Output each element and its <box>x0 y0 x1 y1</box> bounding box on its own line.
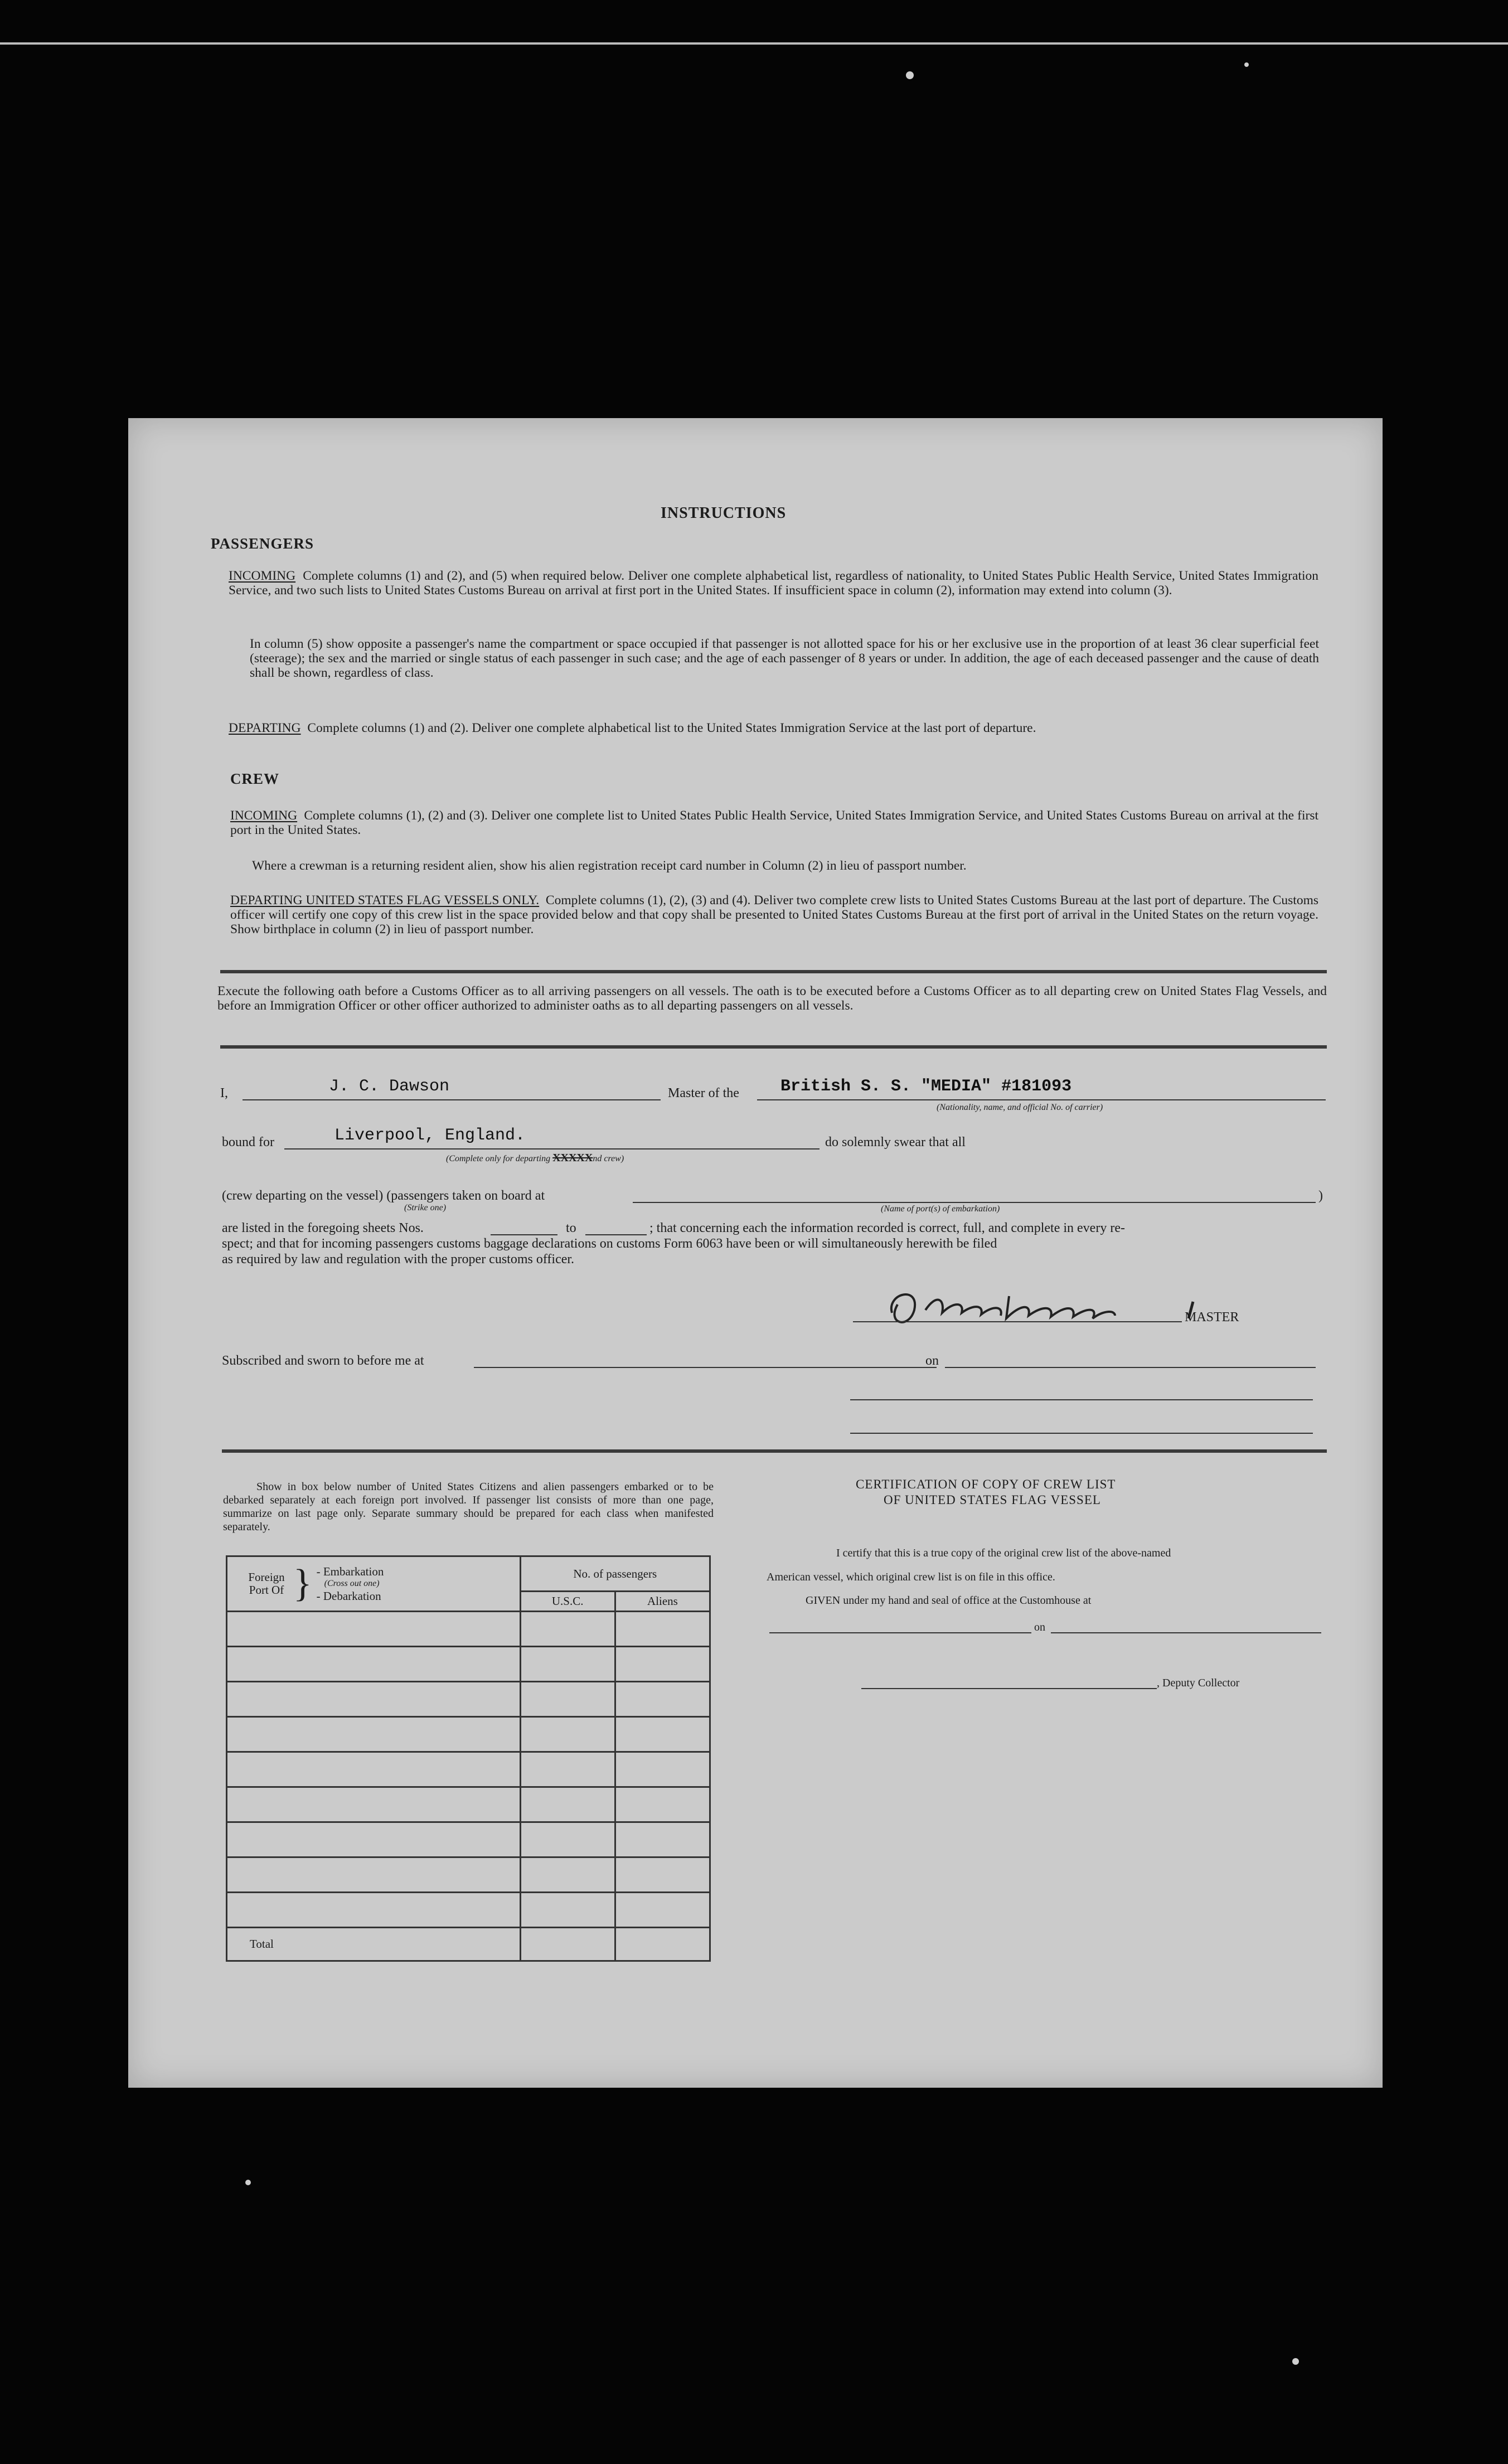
total-row <box>227 1928 710 1961</box>
table-row <box>227 1822 710 1857</box>
customhouse-line <box>769 1632 1031 1633</box>
strike-caption: (Strike one) <box>404 1203 447 1212</box>
master-of-label: Master of the <box>668 1086 739 1100</box>
certification-text-1: I certify that this is a true copy of the original crew list of the above-named <box>836 1547 1171 1559</box>
table-row <box>227 1893 710 1928</box>
subscribed-place-line <box>474 1367 937 1368</box>
debarkation-label: - Debarkation <box>316 1589 381 1603</box>
passenger-summary-table <box>226 1555 711 1962</box>
table-row <box>227 1787 710 1822</box>
table-row <box>227 1857 710 1893</box>
embarkation-caption: (Name of port(s) of embarkation) <box>881 1204 1000 1214</box>
master-name: J. C. Dawson <box>329 1077 450 1096</box>
foreign-port-label: Foreign Port Of <box>248 1570 285 1597</box>
master-name-line <box>243 1099 661 1100</box>
master-label: MASTER <box>1185 1310 1239 1325</box>
swear-label: do solemnly swear that all <box>825 1135 966 1149</box>
flag-vessels-paragraph <box>230 893 1318 937</box>
subscribed-date-line <box>945 1367 1316 1368</box>
master-signature-line <box>853 1321 1182 1322</box>
vessel-caption: (Nationality, name, and official No. of carrier) <box>937 1103 1103 1112</box>
embarkation-label: - Embarkation <box>316 1565 384 1578</box>
certification-on-label: on <box>1034 1621 1045 1633</box>
table-row <box>227 1612 710 1647</box>
table-row <box>227 1682 710 1717</box>
oath-instruction-paragraph: Execute the following oath before a Customs Officer as to all arriving passengers on all vessels. The oath is to be executed before a Customs Officer as to all departing crew on United States Flag Vessels, and before an Immigration Officer or other officer authorized to administer oaths as to all departing passengers on all vessels. <box>217 984 1327 1013</box>
table-row <box>227 1717 710 1752</box>
subscribed-label: Subscribed and sworn to before me at <box>222 1354 424 1368</box>
departing-label: DEPARTING <box>229 721 301 735</box>
crew-incoming-text: Complete columns (1), (2) and (3). Deliver one complete list to United States Public Health Service, United States Immigration Service, and United States Customs Bureau on arrival at the first port in the United States. <box>230 808 1318 837</box>
dust-speck <box>906 71 914 79</box>
port-header-cell <box>227 1556 521 1612</box>
certification-title-2: OF UNITED STATES FLAG VESSEL <box>884 1493 1101 1507</box>
deputy-collector-line <box>861 1688 1157 1689</box>
incoming-text: Complete columns (1) and (2), and (5) when required below. Deliver one complete alphabetical list, regardless of nationality, to United States Public Health Service, United States Immigration Service, and two such lists to United States Customs Bureau on arrival at first port in the United States. If insufficient space in column (2), information may extend into column (3). <box>229 569 1318 598</box>
incoming-label: INCOMING <box>229 569 296 583</box>
passengers-departing-paragraph <box>229 721 1318 735</box>
total-label: Total <box>227 1928 521 1961</box>
listed-text-2: ; that concerning each the information recorded is correct, full, and complete in every re- <box>649 1221 1125 1235</box>
table-row <box>227 1752 710 1787</box>
vessel-line <box>757 1099 1326 1100</box>
bound-caption-pre: (Complete only for departing <box>446 1154 551 1163</box>
crewman-paragraph: Where a crewman is a returning resident alien, show his alien registration receipt card number in Column (2) in lieu of passport number. <box>252 858 967 873</box>
dust-speck <box>1292 2358 1299 2365</box>
officer-signature-line-2 <box>850 1433 1313 1434</box>
dust-speck <box>1244 62 1249 67</box>
listed-text-4: as required by law and regulation with the proper customs officer. <box>222 1252 575 1267</box>
dust-speck <box>245 2180 251 2185</box>
passengers-incoming-paragraph <box>229 569 1318 598</box>
instructions-title: INSTRUCTIONS <box>661 505 787 522</box>
destination-line <box>284 1148 820 1149</box>
certification-text-3: GIVEN under my hand and seal of office at the Customhouse at <box>806 1594 1092 1607</box>
bound-caption-strike: XXXXX <box>552 1152 593 1164</box>
bound-caption-post: nd crew) <box>593 1154 624 1163</box>
embarkation-close-paren: ) <box>1318 1189 1323 1203</box>
bound-caption <box>446 1152 624 1165</box>
document-page <box>128 418 1383 2088</box>
usc-header: U.S.C. <box>520 1592 615 1612</box>
divider <box>222 1449 1327 1453</box>
crew-incoming-label: INCOMING <box>230 808 298 823</box>
passengers-heading: PASSENGERS <box>211 535 314 552</box>
vessel-name: British S. S. "MEDIA" #181093 <box>780 1077 1072 1096</box>
aliens-header: Aliens <box>615 1592 710 1612</box>
no-passengers-header: No. of passengers <box>520 1556 710 1592</box>
bound-for-label: bound for <box>222 1135 274 1149</box>
deputy-collector-label: , Deputy Collector <box>1157 1677 1240 1689</box>
table-row <box>227 1647 710 1682</box>
cross-out-label: (Cross out one) <box>324 1579 380 1588</box>
master-signature <box>853 1271 1355 1338</box>
destination: Liverpool, England. <box>334 1126 526 1145</box>
officer-signature-line-1 <box>850 1399 1313 1400</box>
column5-paragraph: In column (5) show opposite a passenger's name the compartment or space occupied if that passenger is not allotted space for his or her exclusive use in the proportion of at least 36 clear superficial feet (steerage); the sex and the married or single status of each passenger in such case; and the age of each passenger of 8 years or under. In addition, the age of each deceased passenger and the cause of death shall be shown, regardless of class. <box>250 637 1319 680</box>
certification-title-1: CERTIFICATION OF COPY OF CREW LIST <box>856 1477 1116 1491</box>
crew-heading: CREW <box>230 770 280 787</box>
summary-note: Show in box below number of United States Citizens and alien passengers embarked or to be debarked separately at each foreign port involved. If passenger list consists of more than one page, summarize on last page only. Separate summary should be prepared for each class when manifested separately. <box>223 1481 714 1533</box>
certification-text-2: American vessel, which original crew list is on file in this office. <box>767 1571 1055 1583</box>
listed-text-1: are listed in the foregoing sheets Nos. <box>222 1221 424 1235</box>
divider <box>220 1045 1327 1049</box>
sheet-to-line <box>585 1234 647 1235</box>
brace: } <box>293 1562 312 1605</box>
listed-text-3: spect; and that for incoming passengers customs baggage declarations on customs Form 6063 have been or will simultaneously herewith be filed <box>222 1236 997 1251</box>
listed-to: to <box>566 1221 576 1235</box>
certification-date-line <box>1051 1632 1321 1633</box>
film-edge <box>0 0 1508 45</box>
flag-vessels-text: Complete columns (1), (2), (3) and (4). Deliver two complete crew lists to United States Customs Bureau at the last port of departure. The Customs officer will certify one copy of this crew list in the space provided below and that copy shall be presented to United States Customs Bureau at the first port of arrival in the United States on the return voyage. Show birthplace in column (2) in lieu of passport number. <box>230 893 1318 937</box>
embarkation-line <box>633 1202 1316 1203</box>
crew-incoming-paragraph <box>230 808 1318 837</box>
sheet-from-line <box>491 1234 557 1235</box>
crew-departing-label: (crew departing on the vessel) (passengers taken on board at <box>222 1189 545 1203</box>
subscribed-on-label: on <box>925 1354 939 1368</box>
divider <box>220 970 1327 973</box>
departing-text: Complete columns (1) and (2). Deliver one complete alphabetical list to the United States Immigration Service at the last port of departure. <box>307 721 1036 735</box>
flag-vessels-label: DEPARTING UNITED STATES FLAG VESSELS ONLY. <box>230 893 540 908</box>
oath-i-label: I, <box>220 1086 228 1100</box>
